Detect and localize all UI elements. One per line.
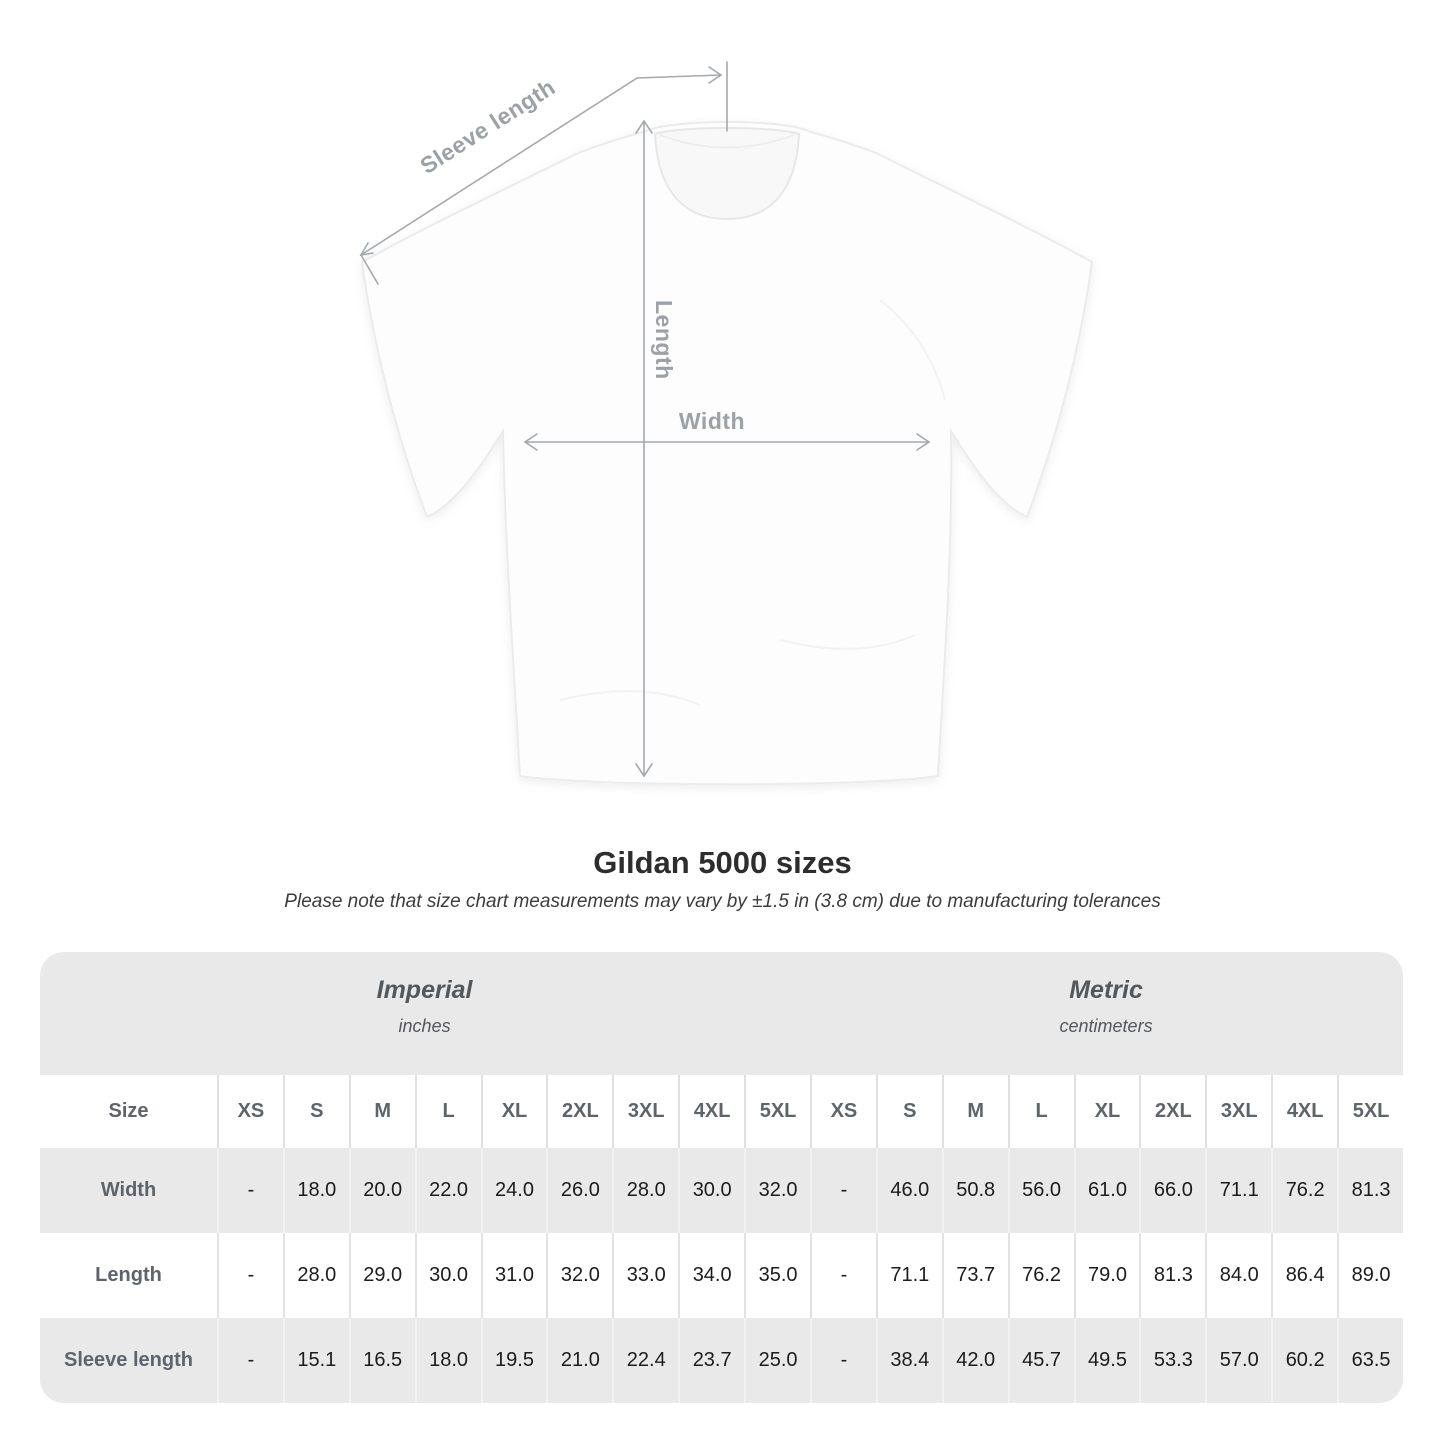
table-cell: 25.0 xyxy=(744,1318,810,1403)
table-cell: 28.0 xyxy=(612,1148,678,1233)
table-cell: 24.0 xyxy=(481,1148,547,1233)
size-column-header: 4XL xyxy=(678,1075,744,1148)
size-column-header: XL xyxy=(481,1075,547,1148)
length-label: Length xyxy=(651,300,677,380)
size-column-header: 5XL xyxy=(744,1075,810,1148)
table-cell: - xyxy=(217,1148,283,1233)
table-cell: 26.0 xyxy=(546,1148,612,1233)
table-cell: 16.5 xyxy=(349,1318,415,1403)
table-cell: 30.0 xyxy=(415,1233,481,1318)
table-cell: 81.3 xyxy=(1139,1233,1205,1318)
table-cell: 22.0 xyxy=(415,1148,481,1233)
table-cell: 20.0 xyxy=(349,1148,415,1233)
size-column-header: S xyxy=(876,1075,942,1148)
table-cell: - xyxy=(810,1318,876,1403)
imperial-label: Imperial xyxy=(376,976,473,1004)
table-row xyxy=(40,1148,1403,1233)
title-block xyxy=(0,845,1445,913)
row-label: Sleeve length xyxy=(64,1349,193,1371)
table-cell: 89.0 xyxy=(1337,1233,1403,1318)
table-cell: 61.0 xyxy=(1074,1148,1140,1233)
table-cell: 28.0 xyxy=(283,1233,349,1318)
table-cell: 22.4 xyxy=(612,1318,678,1403)
table-cell: - xyxy=(217,1318,283,1403)
imperial-header xyxy=(40,952,809,1075)
table-cell: - xyxy=(810,1148,876,1233)
size-column-header: 5XL xyxy=(1337,1075,1403,1148)
size-column-header: XS xyxy=(217,1075,283,1148)
table-cell: 15.1 xyxy=(283,1318,349,1403)
table-cell: 60.2 xyxy=(1271,1318,1337,1403)
table-cell: 66.0 xyxy=(1139,1148,1205,1233)
table-cell: - xyxy=(217,1233,283,1318)
size-column-header: 2XL xyxy=(1139,1075,1205,1148)
metric-header xyxy=(809,952,1403,1075)
size-header-cell: Size xyxy=(108,1100,149,1122)
table-cell: 63.5 xyxy=(1337,1318,1403,1403)
table-cell: 71.1 xyxy=(1205,1148,1271,1233)
size-column-header: L xyxy=(415,1075,481,1148)
table-cell: 79.0 xyxy=(1074,1233,1140,1318)
size-column-header: 3XL xyxy=(612,1075,678,1148)
table-cell: 35.0 xyxy=(744,1233,810,1318)
table-cell: 76.2 xyxy=(1271,1148,1337,1233)
size-column-header: M xyxy=(942,1075,1008,1148)
table-cell: 84.0 xyxy=(1205,1233,1271,1318)
table-cell: 18.0 xyxy=(415,1318,481,1403)
table-cell: 32.0 xyxy=(546,1233,612,1318)
size-table xyxy=(40,952,1403,1403)
size-column-header: XL xyxy=(1074,1075,1140,1148)
table-cell: 49.5 xyxy=(1074,1318,1140,1403)
size-column-header: L xyxy=(1008,1075,1074,1148)
table-cell: - xyxy=(810,1233,876,1318)
size-column-header: XS xyxy=(810,1075,876,1148)
width-label: Width xyxy=(678,408,746,434)
sleeve-dimension-line xyxy=(637,75,721,78)
table-cell: 71.1 xyxy=(876,1233,942,1318)
size-column-header: 4XL xyxy=(1271,1075,1337,1148)
table-cell: 38.4 xyxy=(876,1318,942,1403)
table-row xyxy=(40,1233,1403,1318)
table-cell: 30.0 xyxy=(678,1148,744,1233)
sleeve-length-label: Sleeve length xyxy=(415,73,560,179)
page-title: Gildan 5000 sizes xyxy=(593,845,852,880)
table-cell: 34.0 xyxy=(678,1233,744,1318)
tolerance-note: Please note that size chart measurements may vary by ±1.5 in (3.8 cm) due to manufacturing tolerances xyxy=(284,890,1161,912)
table-cell: 23.7 xyxy=(678,1318,744,1403)
row-label: Length xyxy=(95,1264,162,1286)
table-cell: 73.7 xyxy=(942,1233,1008,1318)
table-cell: 21.0 xyxy=(546,1318,612,1403)
table-cell: 18.0 xyxy=(283,1148,349,1233)
size-header-row xyxy=(40,1075,1403,1148)
table-cell: 81.3 xyxy=(1337,1148,1403,1233)
table-cell: 86.4 xyxy=(1271,1233,1337,1318)
table-cell: 53.3 xyxy=(1139,1318,1205,1403)
table-cell: 56.0 xyxy=(1008,1148,1074,1233)
table-cell: 31.0 xyxy=(481,1233,547,1318)
tshirt-graphic xyxy=(362,122,1092,784)
size-column-header: S xyxy=(283,1075,349,1148)
table-cell: 42.0 xyxy=(942,1318,1008,1403)
table-cell: 19.5 xyxy=(481,1318,547,1403)
table-cell: 32.0 xyxy=(744,1148,810,1233)
imperial-sublabel: inches xyxy=(398,1016,451,1036)
table-cell: 45.7 xyxy=(1008,1318,1074,1403)
size-column-header: 2XL xyxy=(546,1075,612,1148)
row-label: Width xyxy=(100,1179,157,1201)
size-column-header: 3XL xyxy=(1205,1075,1271,1148)
size-column-header: M xyxy=(349,1075,415,1148)
unit-band xyxy=(40,952,1403,1075)
table-cell: 29.0 xyxy=(349,1233,415,1318)
table-cell: 33.0 xyxy=(612,1233,678,1318)
table-cell: 46.0 xyxy=(876,1148,942,1233)
table-cell: 76.2 xyxy=(1008,1233,1074,1318)
table-cell: 57.0 xyxy=(1205,1318,1271,1403)
metric-sublabel: centimeters xyxy=(1059,1016,1153,1036)
table-row xyxy=(40,1318,1403,1403)
table-cell: 50.8 xyxy=(942,1148,1008,1233)
table-rows xyxy=(40,1148,1403,1403)
metric-label: Metric xyxy=(1069,976,1143,1004)
